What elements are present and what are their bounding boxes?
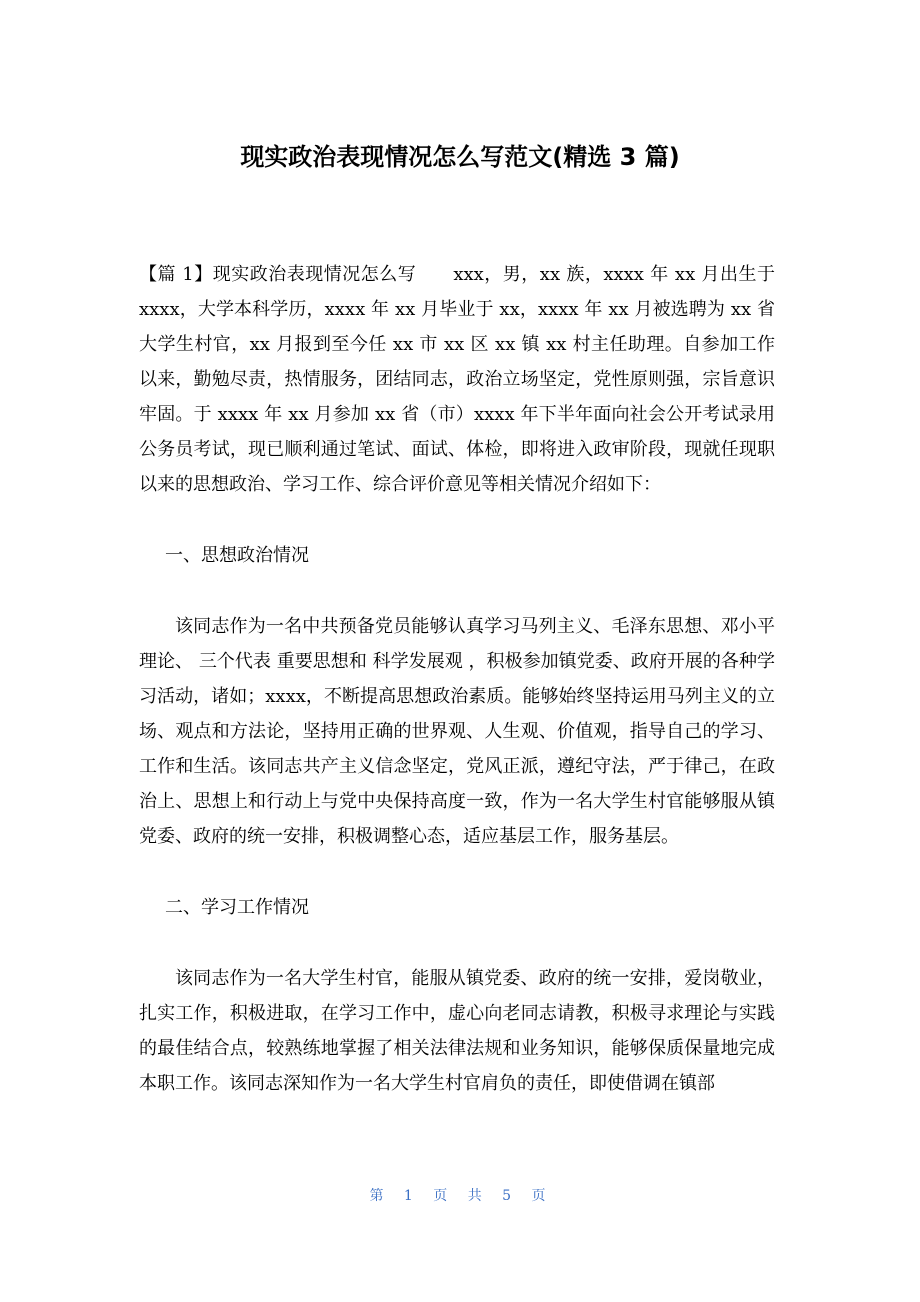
political-paragraph: 该同志作为一名中共预备党员能够认真学习马列主义、毛泽东思想、邓小平理论、 三个代表 重要思想和 科学发展观 ，积极参加镇党委、政府开展的各种学习活动，诸如；xxxx，不断提高思想政治素质。能够始终坚持运用马列主义的立场、观点和方法论，坚持用正确的世界观、人生观、价值观，指导自己的学习、工作和生活。该同志共产主义信念坚定，党风正派，遵纪守法，严于律己，在政治上、思想上和行动上与党中央保持高度一致，作为一名大学生村官能够服从镇党委、政府的统一安排，积极调整心态，适应基层工作，服务基层。 [139, 616, 775, 847]
page-footer: 第 1 页 共 5 页 [369, 1188, 551, 1204]
work-paragraph: 该同志作为一名大学生村官，能服从镇党委、政府的统一安排，爱岗敬业，扎实工作，积极进取，在学习工作中，虚心向老同志请教，积极寻求理论与实践的最佳结合点，较熟练地掌握了相关法律法规和业务知识，能够保质保量地完成本职工作。该同志深知作为一名大学生村官肩负的责任，即使借调在镇部 [139, 968, 775, 1094]
document-body [139, 257, 775, 1101]
section-heading-work: 二、学习工作情况 [165, 897, 309, 918]
intro-paragraph: 【篇 1】现实政治表现情况怎么写 xxx，男，xx 族，xxxx 年 xx 月出生于 xxxx，大学本科学历，xxxx 年 xx 月毕业于 xx，xxxx 年 xx 月被选聘为 xx 省大学生村官，xx 月报到至今任 xx 市 xx 区 xx 镇 xx 村主任助理。自参加工作以来，勤勉尽责，热情服务，团结同志，政治立场坚定，党性原则强，宗旨意识牢固。于 xxxx 年 xx 月参加 xx 省（市）xxxx 年下半年面向社会公开考试录用公务员考试，现已顺利通过笔试、面试、体检，即将进入政审阶段，现就任现职以来的思想政治、学习工作、综合评价意见等相关情况介绍如下： [139, 264, 775, 495]
document-title: 现实政治表现情况怎么写范文(精选 3 篇) [240, 143, 680, 171]
section-heading-political: 一、思想政治情况 [165, 545, 309, 566]
